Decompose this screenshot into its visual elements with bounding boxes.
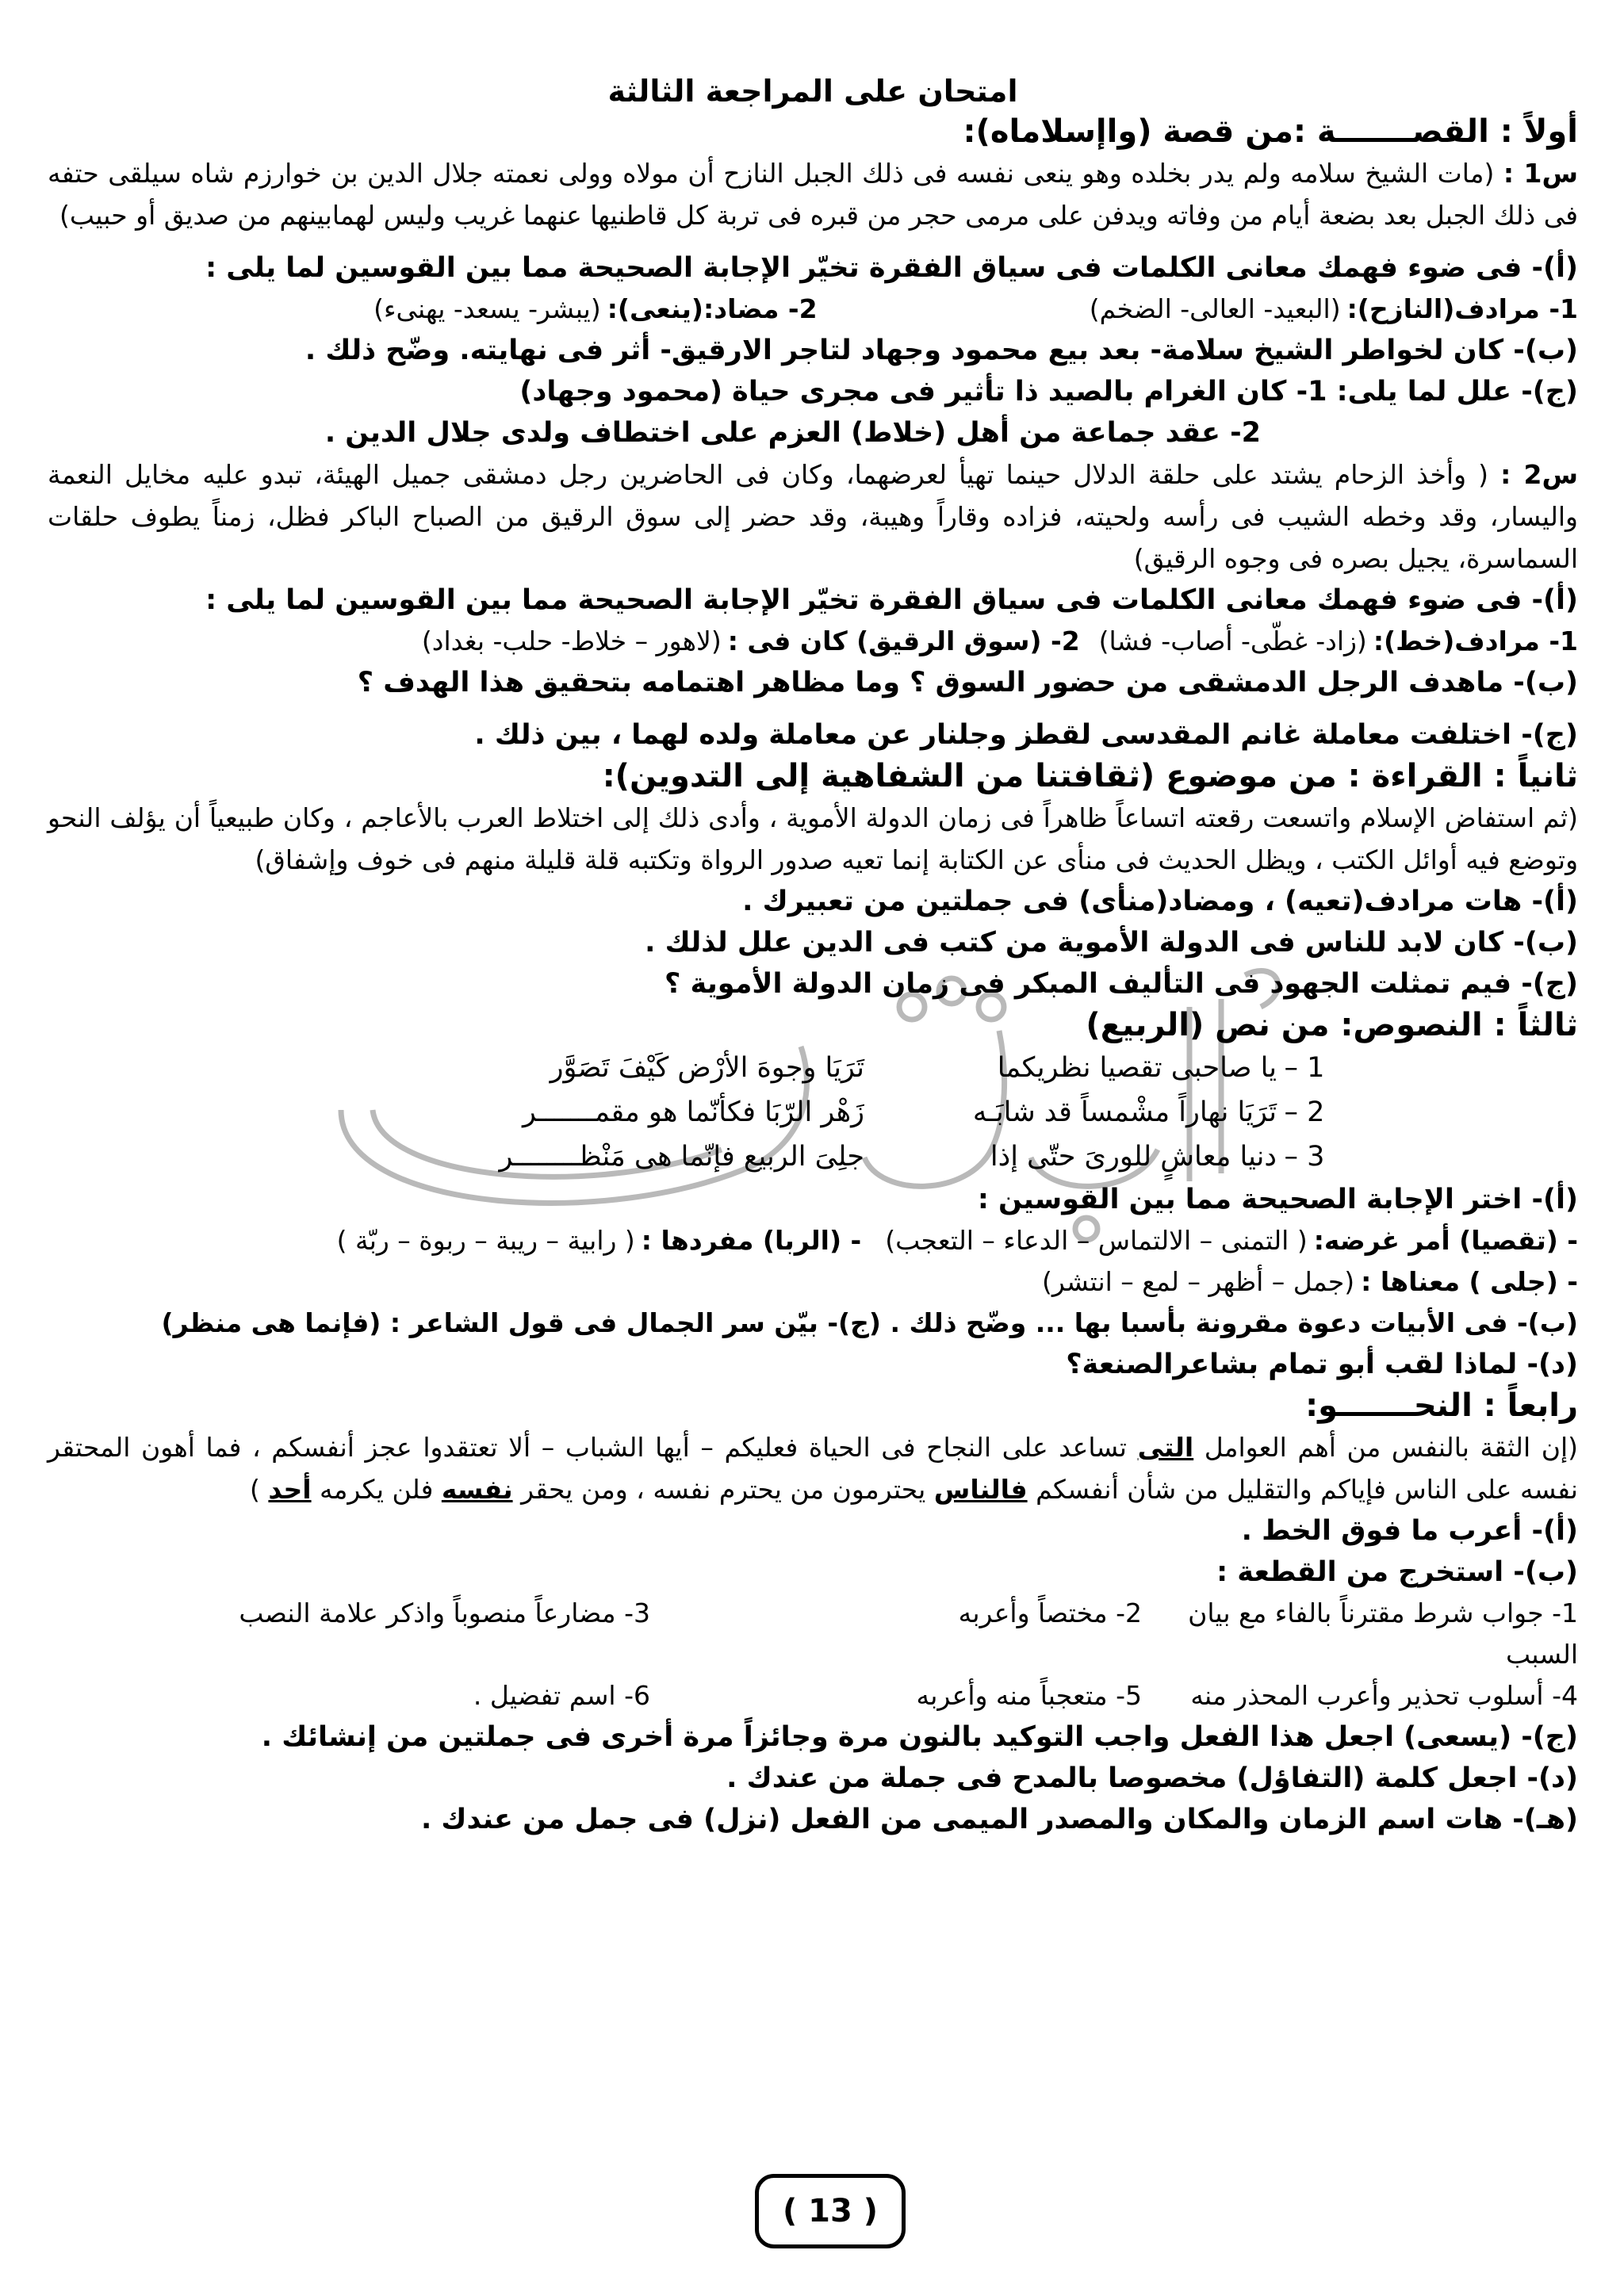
q2-a2-label: 2- (سوق الرقيق) كان فى :: [727, 626, 1080, 656]
section-heading-story: أولاً : القصـــــــة :من قصة (واإسلاماه):: [963, 113, 1578, 150]
question-2-text: ( وأخذ الزحام يشتد على حلقة الدلال حينما تهيأ لعرضهما، وكان فى الحاضرين رجل دمشقى جميل الهيئة، تبدو عليه مخايل النعمة واليسار، وقد وخطه الشيب فى رأسه ولحيته، فزاده وقاراً وهيبة، وقد حضر إلى سوق الرقيق من الصباح الباكر فظل، زمناً يطوف حلقات السماسرة، يجيل بصره فى وجوه الرقيق): [48, 459, 1578, 574]
list-item: 2- مختصاً وأعربه: [958, 1598, 1142, 1628]
reading-q-a: (أ)- هات مرادف(تعيه) ، ومضاد(منأى) فى جملتين من تعبيرك .: [742, 886, 1578, 917]
q1-a1-options: (البعيد- العالى- الضخم): [1089, 293, 1341, 324]
page-number: ( 13 ): [755, 2174, 906, 2248]
texts-a-row-1: [48, 1220, 1578, 1261]
texts-a2-options: ( رابية – ريبة – ربوة – ربّة ): [336, 1225, 635, 1256]
poem-verse: [48, 1046, 1332, 1090]
underlined-word: فالناس: [933, 1474, 1028, 1505]
grammar-q-a: (أ)- أعرب ما فوق الخط .: [1241, 1515, 1578, 1547]
q2-b: (ب)- ماهدف الرجل الدمشقى من حضور السوق ؟ وما مظاهر اهتمامه بتحقيق هذا الهدف ؟: [357, 667, 1578, 698]
texts-a1-options: ( التمنى – الالتماس – الدعاء – التعجب): [885, 1225, 1308, 1256]
question-1-text: (مات الشيخ سلامه ولم يدر بخلده وهو ينعى نفسه فى ذلك الجبل النازح أن مولاه وولى نعمته جلال الدين بن خوارزم شاه سيلقى حتفه فى ذلك الجبل بعد بضعة أيام من وفاته ويدفن على مرمى حجر من قبره فى تربة كل قاطنيها عنهما غريب وليس لهمابينهم من صديق أو حبيب): [48, 158, 1578, 231]
underlined-word: التى: [1137, 1432, 1194, 1463]
question-2-passage: [48, 453, 1578, 580]
grammar-passage-part: تساعد على النجاح فى الحياة فعليكم – أيها الشباب – ألا تعتقدوا عجز أنفسكم ، فما أهون المحتقر نفسه على الناس فإياكم والتقليل من شأن أنفسكم: [48, 1432, 1578, 1505]
texts-a3-label: - (جلى ) معناها :: [1361, 1266, 1578, 1297]
list-item: 1- جواب شرط مقترناً بالفاء مع بيان السبب: [1188, 1598, 1578, 1670]
section-heading-texts: ثالثاً : النصوص: من نص (الربيع): [1086, 1007, 1578, 1043]
q2-a-options-row: [48, 621, 1578, 662]
poem-verse: [48, 1135, 1332, 1179]
reading-q-b: (ب)- كان لابد للناس فى الدولة الأموية من كتب فى الدين علل لذلك .: [645, 927, 1578, 959]
poem-verse: [48, 1090, 1332, 1135]
page-title: امتحان على المراجعة الثالثة: [607, 74, 1018, 109]
reading-q-c: (ج)- فيم تمثلت الجهود فى التأليف المبكر فى زمان الدولة الأموية ؟: [664, 968, 1578, 1000]
grammar-passage: [48, 1426, 1578, 1510]
question-1-label: س1 :: [1503, 158, 1578, 189]
grammar-passage-part: يحترمون من يحترم نفسه ، ومن يحقر: [512, 1474, 934, 1505]
q1-b: (ب)- كان لخواطر الشيخ سلامة- بعد بيع محمود وجهاد لتاجر الارقيق- أثر فى نهايته. وضّح ذلك .: [304, 335, 1578, 366]
grammar-passage-part: (إن الثقة بالنفس من أهم العوامل: [1193, 1432, 1578, 1463]
grammar-passage-part: فلن يكرمه: [311, 1474, 442, 1505]
verse-number: 3 –: [1284, 1141, 1325, 1173]
q1-a2-options: (يبشر- يسعد- يهنىء): [373, 293, 601, 324]
section-heading-grammar: رابعاً : النحـــــــو:: [1305, 1387, 1578, 1424]
q1-a-intro: (أ)- فى ضوء فهمك معانى الكلمات فى سياق الفقرة تخيّر الإجابة الصحيحة مما بين القوسين لما يلى :: [205, 252, 1578, 284]
texts-a1-label: - (تقصيا) أمر غرضه:: [1313, 1225, 1578, 1256]
grammar-passage-part: ): [250, 1474, 269, 1505]
q2-c: (ج)- اختلفت معاملة غانم المقدسى لقطز وجلنار عن معاملة ولده لهما ، بين ذلك .: [474, 719, 1578, 751]
q1-c1: (ج)- علل لما يلى: 1- كان الغرام بالصيد ذا تأثير فى مجرى حياة (محمود وجهاد): [519, 376, 1578, 408]
grammar-extract-list: [48, 1593, 1578, 1716]
texts-q-d: (د)- لماذا لقب أبو تمام بشاعرالصنعة؟: [1066, 1349, 1578, 1380]
verse-first-hemistich: دنيا معاشٍ للورىَ حتّى إذا: [990, 1141, 1277, 1173]
list-item: 4- أسلوب تحذير وأعرب المحذر منه: [1190, 1680, 1578, 1711]
grammar-q-e: (هـ)- هات اسم الزمان والمكان والمصدر الميمى من الفعل (نزل) فى جمل من عندك .: [420, 1804, 1578, 1835]
underlined-word: نفسه: [441, 1474, 513, 1505]
texts-q-a-intro: (أ)- اختر الإجابة الصحيحة مما بين القوسين :: [977, 1184, 1578, 1215]
grammar-q-c: (ج)- (يسعى) اجعل هذا الفعل واجب التوكيد بالنون مرة وجائزاً مرة أخرى فى جملتين من إنشائك .: [261, 1721, 1578, 1753]
verse-number: 1 –: [1284, 1052, 1325, 1084]
verse-second-hemistich: تَرَيَا وجوهَ الأرْض كَيْفَ تَصَوَّر: [550, 1052, 864, 1084]
reading-passage: (ثم استفاض الإسلام واتسعت رقعته اتساعاً ظاهراً فى زمان الدولة الأموية ، وأدى ذلك إلى اختلاط العرب بالأعاجم ، وكان طبيعياً أن يؤلف النحو وتوضع فيه أوائل الكتب ، ويظل الحديث فى منأى عن الكتابة إنما تعيه صدور الرواة وتكتبه قلة قليلة منهم فى خوف وإشفاق): [48, 802, 1578, 875]
texts-a-row-2: [48, 1261, 1578, 1303]
verse-second-hemistich: جلِىَ الربيع فإنّما هى مَنْظــــــــر: [499, 1141, 864, 1173]
q1-c2: 2- عقد جماعة من أهل (خلاط) العزم على اختطاف ولدى جلال الدين .: [324, 417, 1261, 449]
grammar-q-d: (د)- اجعل كلمة (التفاؤل) مخصوصا بالمدح فى جملة من عندك .: [726, 1762, 1578, 1794]
poem: [48, 1046, 1578, 1179]
verse-first-hemistich: يا صاحبى تقصيا نظريكما: [997, 1052, 1277, 1084]
question-2-label: س2 :: [1500, 459, 1579, 490]
q2-a-intro: (أ)- فى ضوء فهمك معانى الكلمات فى سياق الفقرة تخيّر الإجابة الصحيحة مما بين القوسين لما يلى :: [205, 584, 1578, 616]
exam-page: [48, 71, 1578, 1840]
q2-a2-options: (لاهور – خلاط- حلب- بغداد): [421, 626, 722, 656]
q1-a-options-row: [48, 289, 1578, 330]
list-item: 5- متعجباً منه وأعربه: [916, 1680, 1142, 1711]
verse-first-hemistich: تَرَيَا نهاراً مشْمساً قد شابَـه: [972, 1096, 1277, 1128]
verse-number: 2 –: [1284, 1096, 1325, 1128]
verse-second-hemistich: زَهْر الرّبَا فكأنّما هو مقمـــــــر: [523, 1096, 864, 1128]
underlined-word: أحد: [268, 1474, 312, 1505]
question-1-passage: [48, 152, 1578, 236]
texts-q-b: (ب)- فى الأبيات دعوة مقرونة بأسبا بها ... وضّح ذلك . (ج)- بيّن سر الجمال فى قول الشاعر : (فإنما هى منظر): [161, 1307, 1578, 1338]
list-item: 6- اسم تفضيل .: [473, 1680, 650, 1711]
q2-a1-options: (زاد- غطّى- أصاب- فشا): [1098, 626, 1367, 656]
q2-a1-label: 1- مرادف(خط):: [1373, 626, 1578, 656]
texts-a3-options: (جمل – أظهر – لمع – انتشر): [1041, 1266, 1355, 1297]
texts-a2-label: - (الربا) مفردها :: [641, 1225, 862, 1256]
q1-a1-label: 1- مرادف(النازح):: [1346, 293, 1578, 324]
grammar-q-b-intro: (ب)- استخرج من القطعة :: [1216, 1556, 1578, 1588]
q1-a2-label: 2- مضاد:(ينعى):: [607, 293, 818, 324]
list-item: 3- مضارعاً منصوباً واذكر علامة النصب: [239, 1598, 650, 1628]
section-heading-reading: ثانياً : القراءة : من موضوع (ثقافتنا من الشفاهية إلى التدوين):: [602, 758, 1578, 794]
